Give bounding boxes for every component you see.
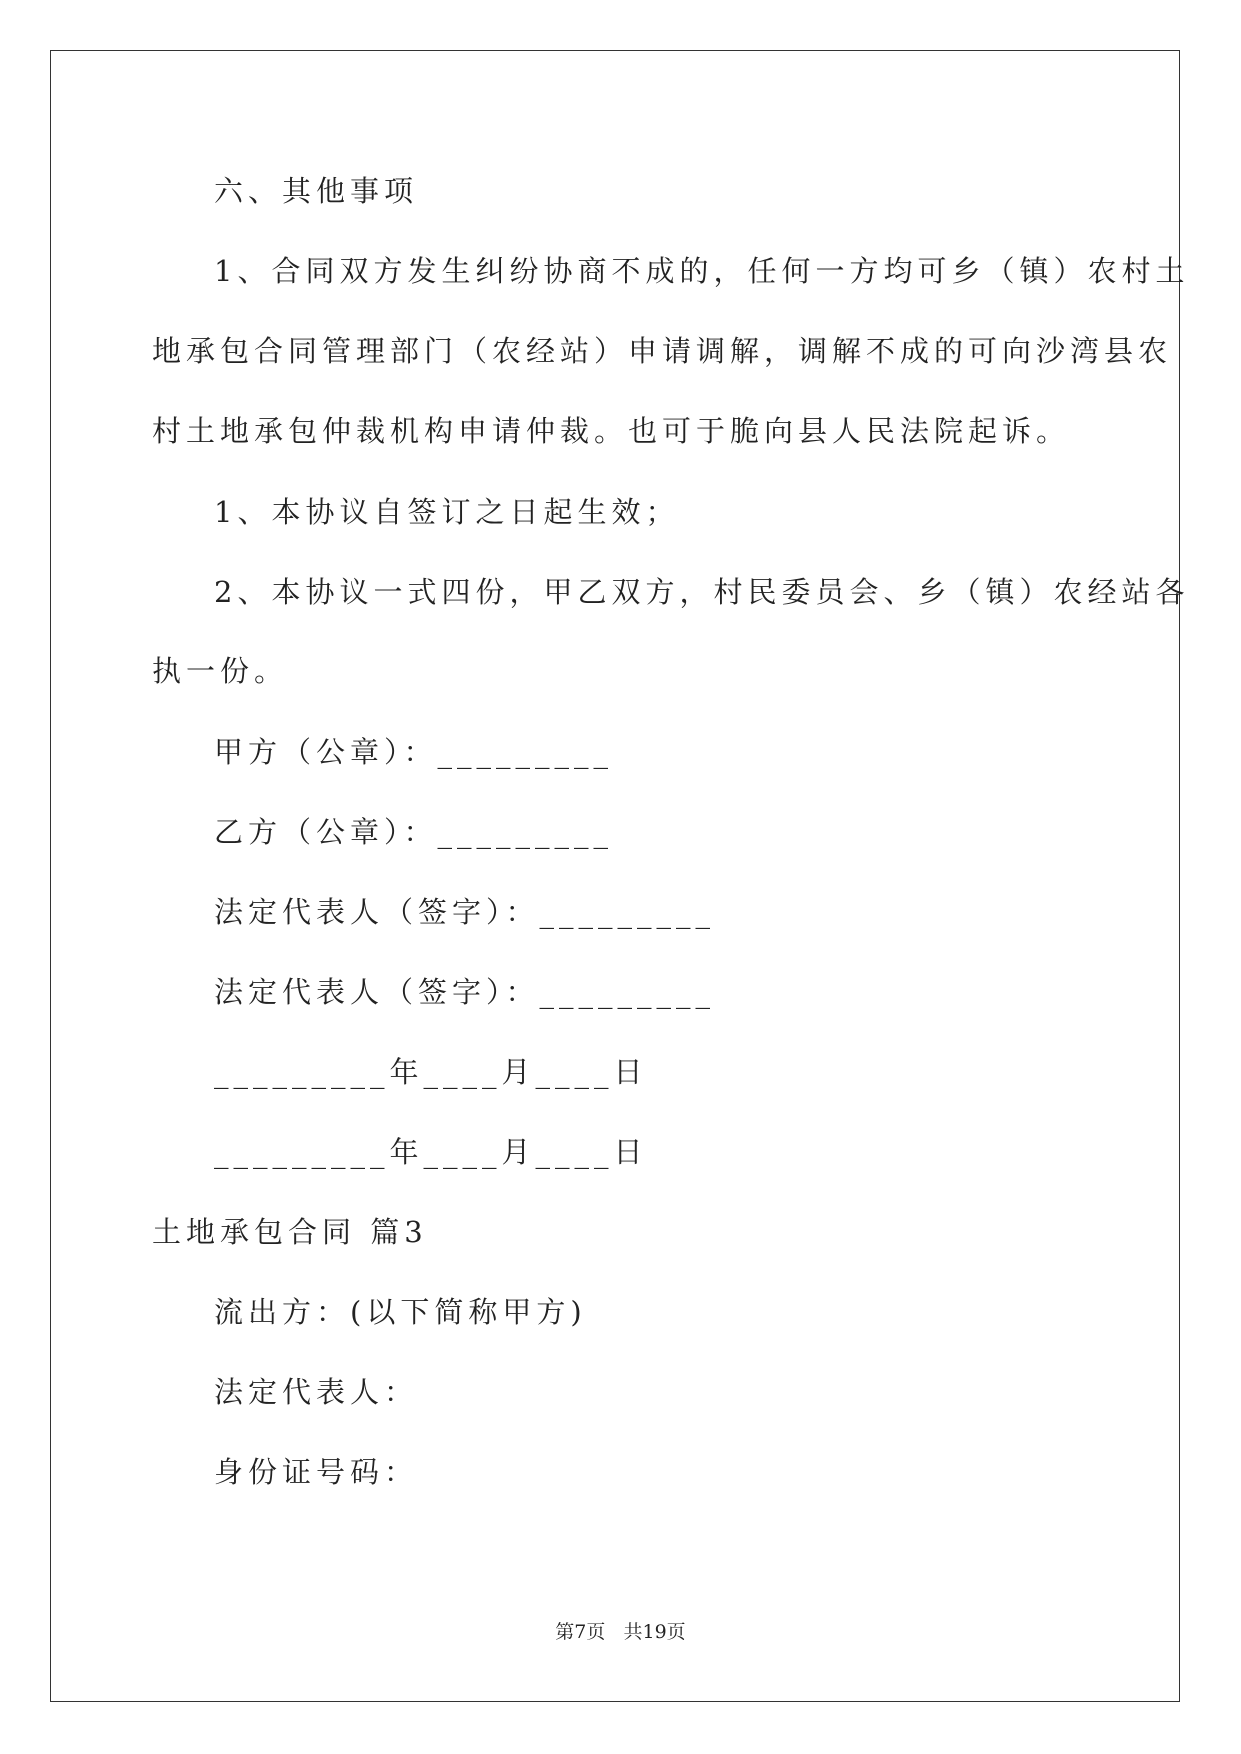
date-line-1: _________年____月____日 [214, 1055, 648, 1089]
agreement-clause-1: 1、本协议自签订之日起生效； [214, 495, 680, 529]
agreement-clause-2-line-1: 2、本协议一式四份，甲乙双方，村民委员会、乡（镇）农经站各 [214, 575, 1190, 609]
contract-3-title: 土地承包合同 篇3 [152, 1215, 428, 1249]
id-number-line: 身份证号码： [214, 1455, 419, 1489]
date-line-2: _________年____月____日 [214, 1135, 648, 1169]
clause-1-line-3: 村土地承包仲裁机构申请仲裁。也可于脆向县人民法院起诉。 [152, 414, 1071, 448]
outflow-party-line: 流出方：(以下简称甲方) [214, 1295, 587, 1329]
party-a-seal-line: 甲方（公章）：_________ [214, 735, 614, 769]
agreement-clause-2-line-2: 执一份。 [152, 654, 289, 688]
legal-rep-signature-line-2: 法定代表人（签字）：_________ [214, 975, 716, 1009]
section-heading: 六、其他事项 [214, 174, 419, 208]
party-b-seal-line: 乙方（公章）：_________ [214, 815, 614, 849]
legal-rep-line: 法定代表人： [214, 1375, 419, 1409]
clause-1-line-2: 地承包合同管理部门（农经站）申请调解，调解不成的可向沙湾县农 [152, 334, 1173, 368]
page-footer: 第7页 共19页 [555, 1621, 686, 1643]
legal-rep-signature-line-1: 法定代表人（签字）：_________ [214, 895, 716, 929]
clause-1-line-1: 1、合同双方发生纠纷协商不成的，任何一方均可乡（镇）农村土 [214, 254, 1190, 288]
